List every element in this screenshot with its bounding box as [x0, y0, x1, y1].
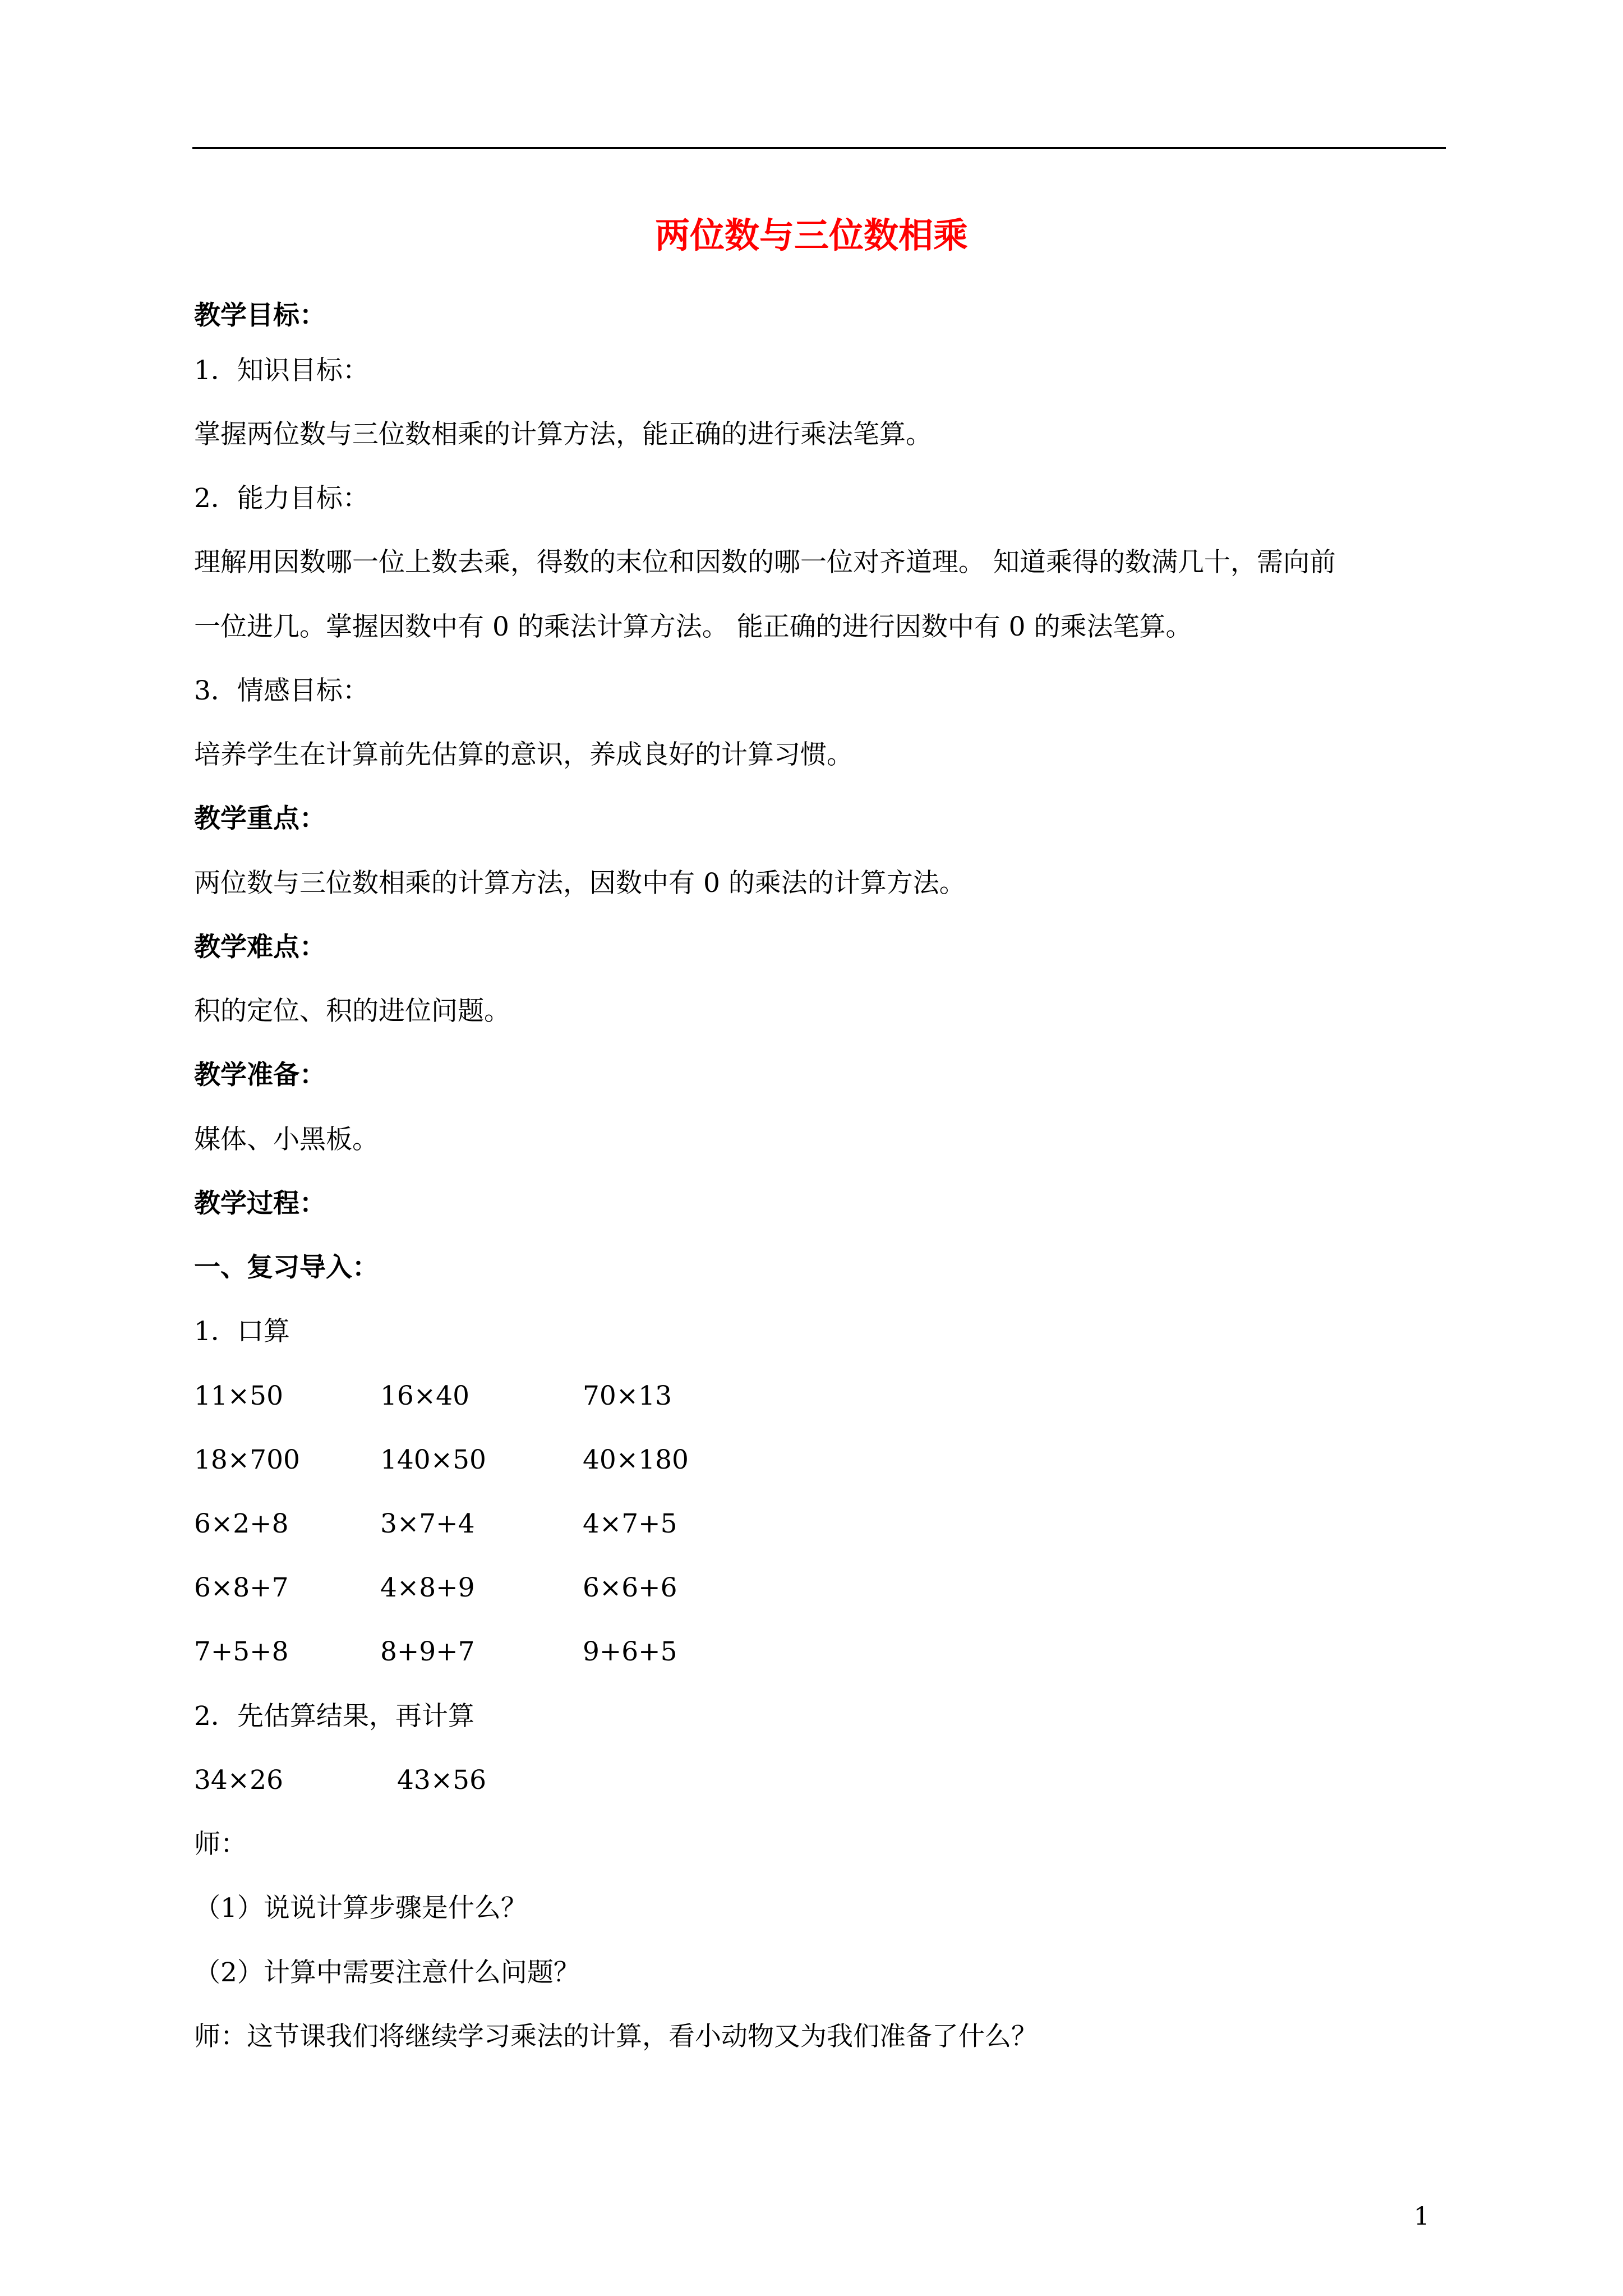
goals-heading: 教学目标： — [194, 300, 326, 331]
oral-item: 140×50 — [380, 1444, 486, 1475]
oral-row — [194, 1570, 979, 1606]
goal1-label: 1．知识目标： — [194, 355, 369, 386]
process-heading: 教学过程： — [194, 1188, 326, 1219]
prep-text: 媒体、小黑板。 — [194, 1124, 379, 1155]
oral-item: 40×180 — [583, 1444, 689, 1475]
oral-item: 9+6+5 — [583, 1636, 677, 1667]
oral-item: 3×7+4 — [380, 1508, 475, 1539]
oral-item: 4×7+5 — [583, 1508, 677, 1539]
oral-item: 6×8+7 — [194, 1572, 289, 1603]
goal3-label: 3．情感目标： — [194, 675, 369, 706]
section1-heading: 一、复习导入： — [194, 1252, 379, 1283]
goal2-text-b: 一位进几。掌握因数中有 0 的乘法计算方法。 能正确的进行因数中有 0 的乘法笔算。 — [194, 611, 1192, 642]
oral-item: 18×700 — [194, 1444, 300, 1475]
oral-item: 6×2+8 — [194, 1508, 289, 1539]
prep-heading: 教学准备： — [194, 1060, 326, 1091]
question-2: （2）计算中需要注意什么问题？ — [194, 1957, 580, 1988]
estimate-row — [194, 1763, 979, 1798]
oral-item: 16×40 — [380, 1381, 469, 1411]
oral-row — [194, 1378, 979, 1414]
goal2-text-a: 理解用因数哪一位上数去乘，得数的末位和因数的哪一位对齐道理。 知道乘得的数满几十，需向前 — [194, 547, 1336, 578]
oral-row — [194, 1442, 979, 1478]
estimate-label: 2．先估算结果，再计算 — [194, 1701, 474, 1732]
header-rule — [192, 147, 1446, 149]
oral-item: 11×50 — [194, 1381, 283, 1411]
goal1-text: 掌握两位数与三位数相乘的计算方法，能正确的进行乘法笔算。 — [194, 419, 932, 450]
difficulty-text: 积的定位、积的进位问题。 — [194, 996, 510, 1027]
goal2-label: 2．能力目标： — [194, 483, 369, 514]
estimate-item: 43×56 — [397, 1765, 486, 1796]
oral-row — [194, 1634, 979, 1670]
teacher-closing: 师：这节课我们将继续学习乘法的计算，看小动物又为我们准备了什么？ — [194, 2021, 1038, 2052]
goal3-text: 培养学生在计算前先估算的意识，养成良好的计算习惯。 — [194, 739, 853, 770]
oral-item: 4×8+9 — [380, 1572, 475, 1603]
difficulty-heading: 教学难点： — [194, 932, 326, 963]
oral-item: 70×13 — [583, 1381, 672, 1411]
estimate-item: 34×26 — [194, 1765, 283, 1796]
oral-item: 7+5+8 — [194, 1636, 289, 1667]
question-1: （1）说说计算步骤是什么？ — [194, 1893, 527, 1924]
key-text: 两位数与三位数相乘的计算方法，因数中有 0 的乘法的计算方法。 — [194, 868, 966, 899]
teacher-label: 师： — [194, 1829, 247, 1860]
document-title: 两位数与三位数相乘 — [654, 215, 968, 256]
oral-item: 6×6+6 — [583, 1572, 677, 1603]
oral-row — [194, 1506, 979, 1542]
oral-item: 8+9+7 — [380, 1636, 475, 1667]
oral-label: 1．口算 — [194, 1316, 290, 1347]
page-number: 1 — [1414, 2202, 1430, 2231]
key-heading: 教学重点： — [194, 803, 326, 834]
